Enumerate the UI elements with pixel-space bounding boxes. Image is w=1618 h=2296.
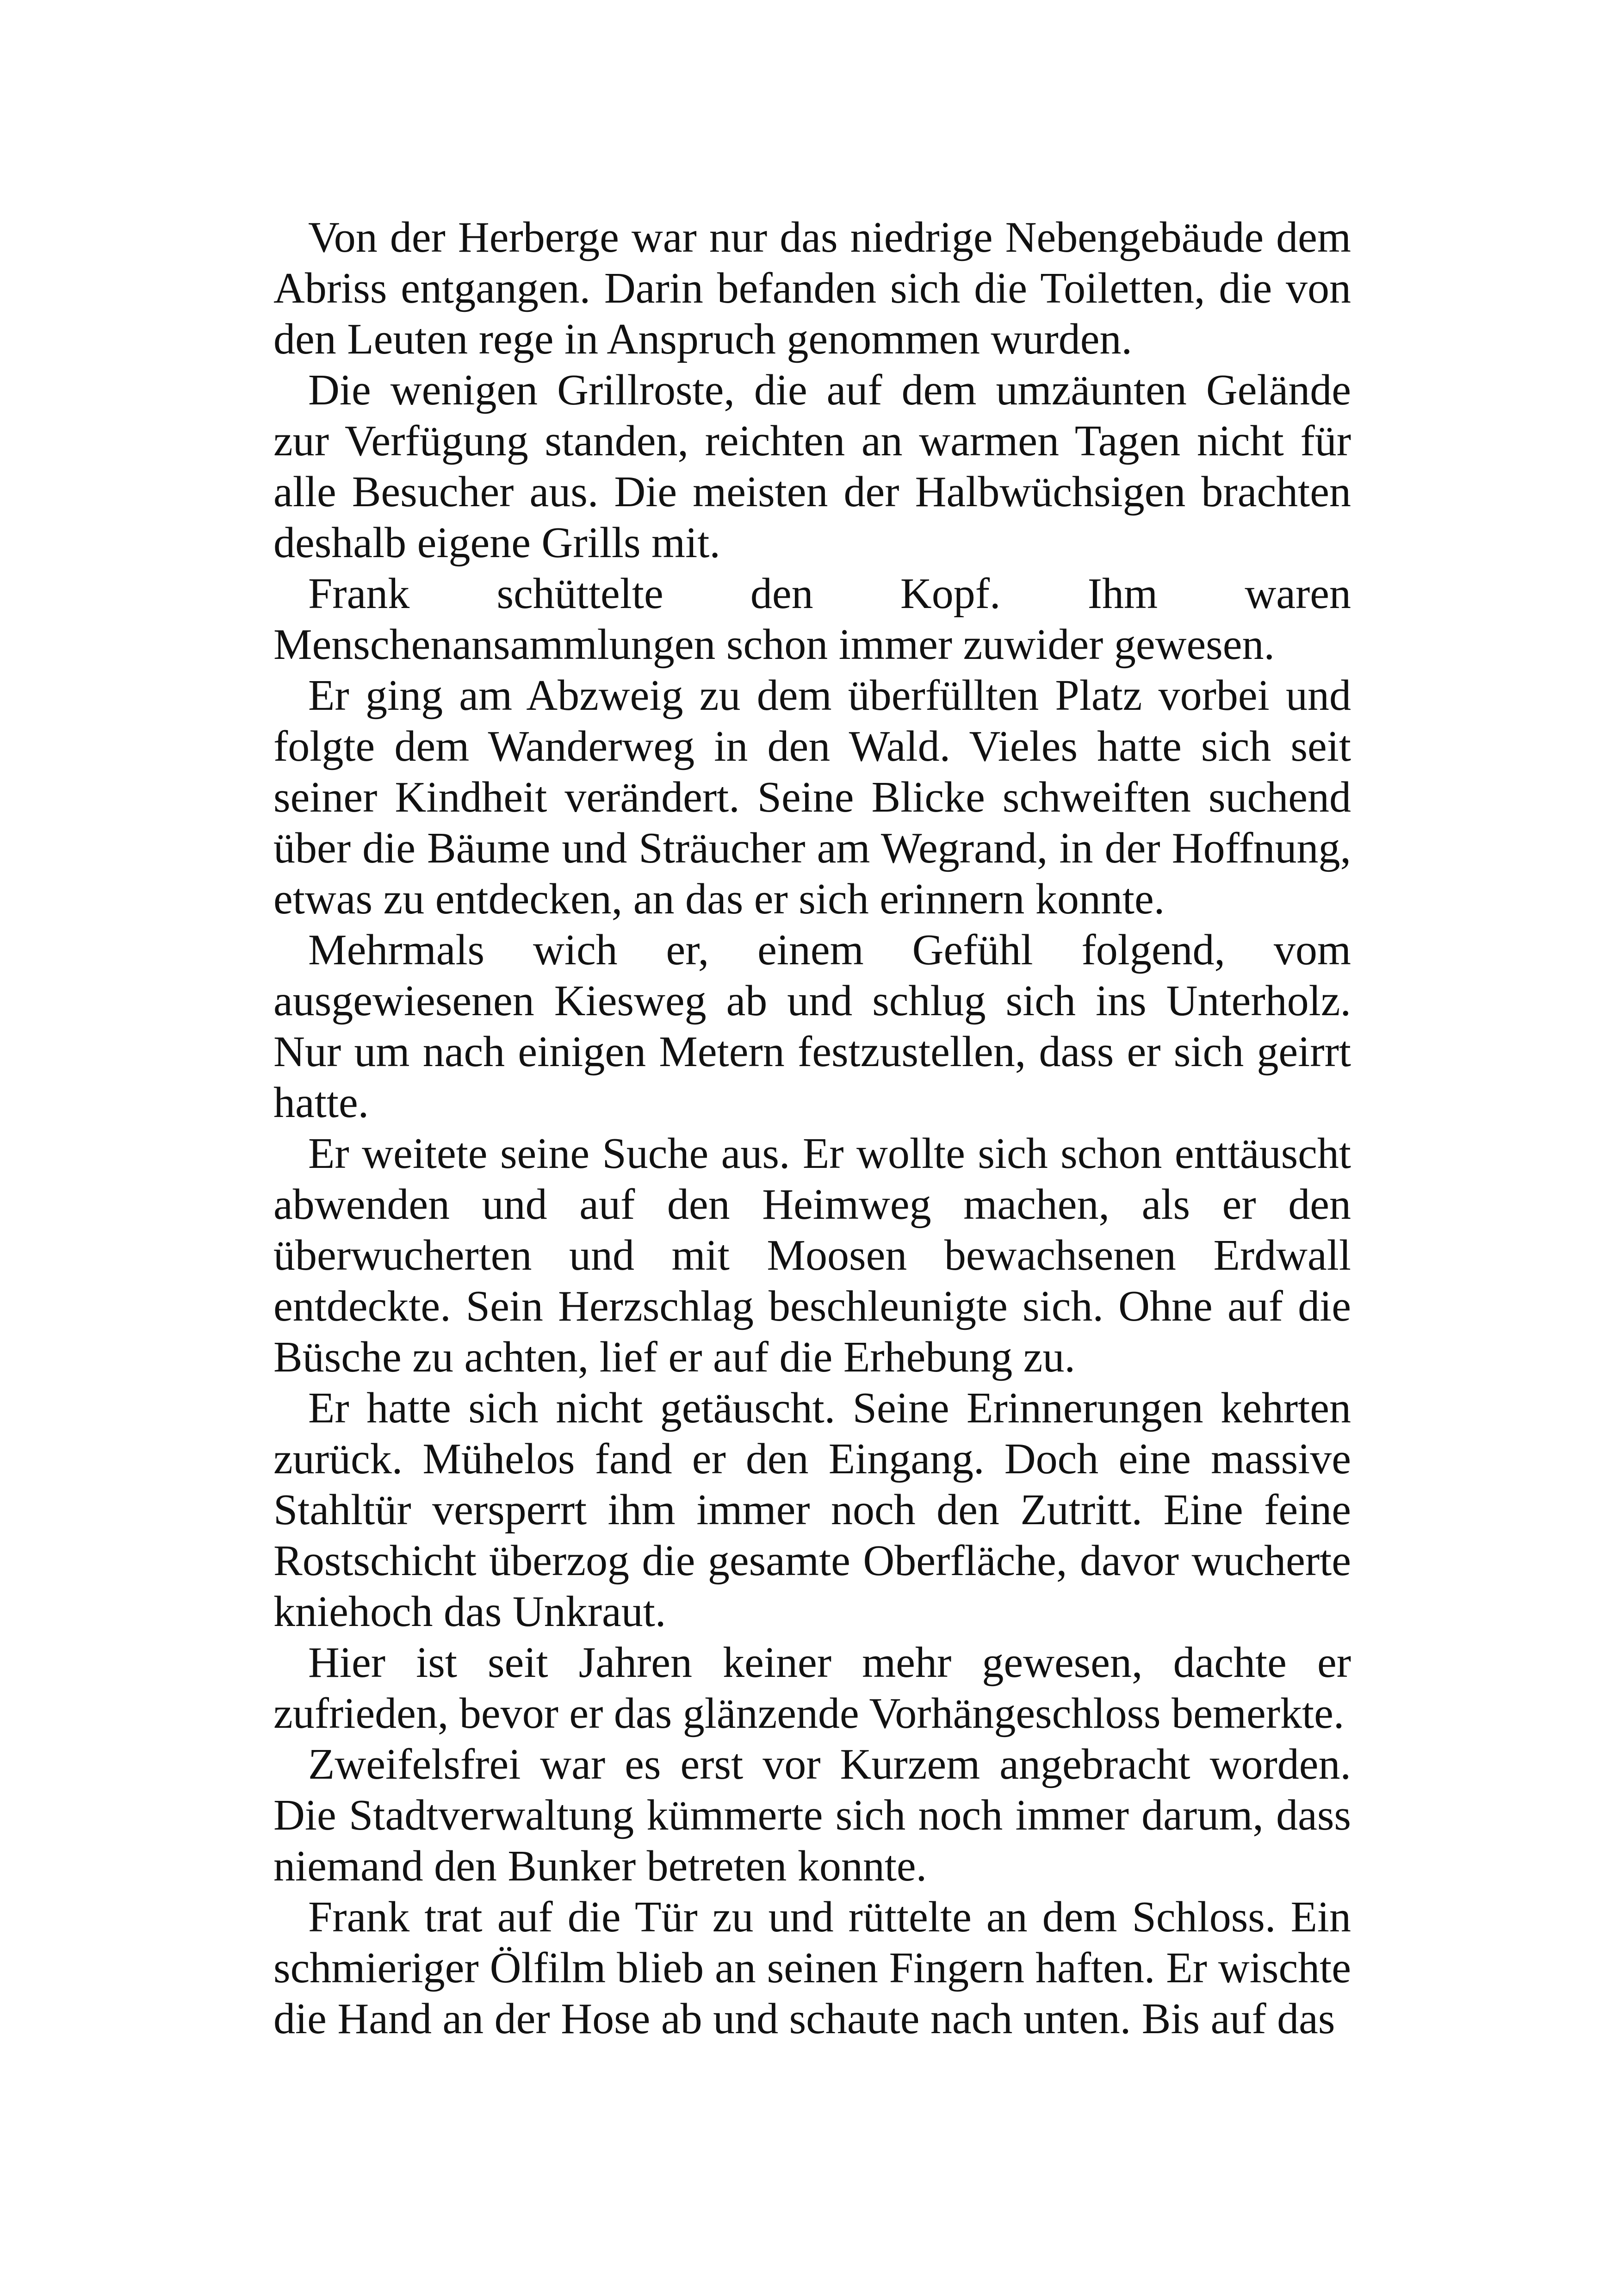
paragraph-5: Mehrmals wich er, einem Gefühl folgend, vom ausgewiesenen Kiesweg ab und schlug sich ins Unterholz. Nur um nach einigen Metern festzustellen, dass er sich geirrt hatte. [273, 926, 1351, 1127]
paragraph-7: Er hatte sich nicht getäuscht. Seine Erinnerungen kehrten zurück. Mühelos fand er den Eingang. Doch eine massive Stahltür versperrt ihm immer noch den Zutritt. Eine feine Rostschicht überzog die gesamte Oberfläche, davor wucherte kniehoch das Unkraut. [273, 1384, 1351, 1636]
paragraph-6: Er weitete seine Suche aus. Er wollte sich schon enttäuscht abwenden und auf den Heimweg machen, als er den überwucherten und mit Moosen bewachsenen Erdwall entdeckte. Sein Herzschlag beschleunigte sich. Ohne auf die Büsche zu achten, lief er auf die Erhebung zu. [273, 1129, 1351, 1381]
paragraph-3: Frank schüttelte den Kopf. Ihm waren Menschenansammlungen schon immer zuwider gewesen. [273, 570, 1351, 669]
paragraph-9: Zweifelsfrei war es erst vor Kurzem angebracht worden. Die Stadtverwaltung kümmerte sich noch immer darum, dass niemand den Bunker betreten konnte. [273, 1740, 1351, 1890]
paragraph-8: Hier ist seit Jahren keiner mehr gewesen, dachte er zufrieden, bevor er das glänzende Vorhängeschloss bemerkte. [273, 1638, 1351, 1738]
paragraph-2: Die wenigen Grillroste, die auf dem umzäunten Gelände zur Verfügung standen, reichten an warmen Tagen nicht für alle Besucher aus. Die meisten der Halbwüchsigen brachten deshalb eigene Grills mit. [273, 366, 1351, 567]
paragraph-1: Von der Herberge war nur das niedrige Nebengebäude dem Abriss entgangen. Darin befanden sich die Toiletten, die von den Leuten rege in Anspruch genommen wurden. [273, 213, 1351, 363]
paragraph-10: Frank trat auf die Tür zu und rüttelte an dem Schloss. Ein schmieriger Ölfilm blieb an seinen Fingern haften. Er wischte die Hand an der Hose ab und schaute nach unten. Bis auf das [273, 1893, 1351, 2043]
paragraph-4: Er ging am Abzweig zu dem überfüllten Platz vorbei und folgte dem Wanderweg in den Wald. Vieles hatte sich seit seiner Kindheit verändert. Seine Blicke schweiften suchend über die Bäume und Sträucher am Wegrand, in der Hoffnung, etwas zu entdecken, an das er sich erinnern konnte. [273, 671, 1351, 923]
body-text [273, 212, 1351, 2044]
